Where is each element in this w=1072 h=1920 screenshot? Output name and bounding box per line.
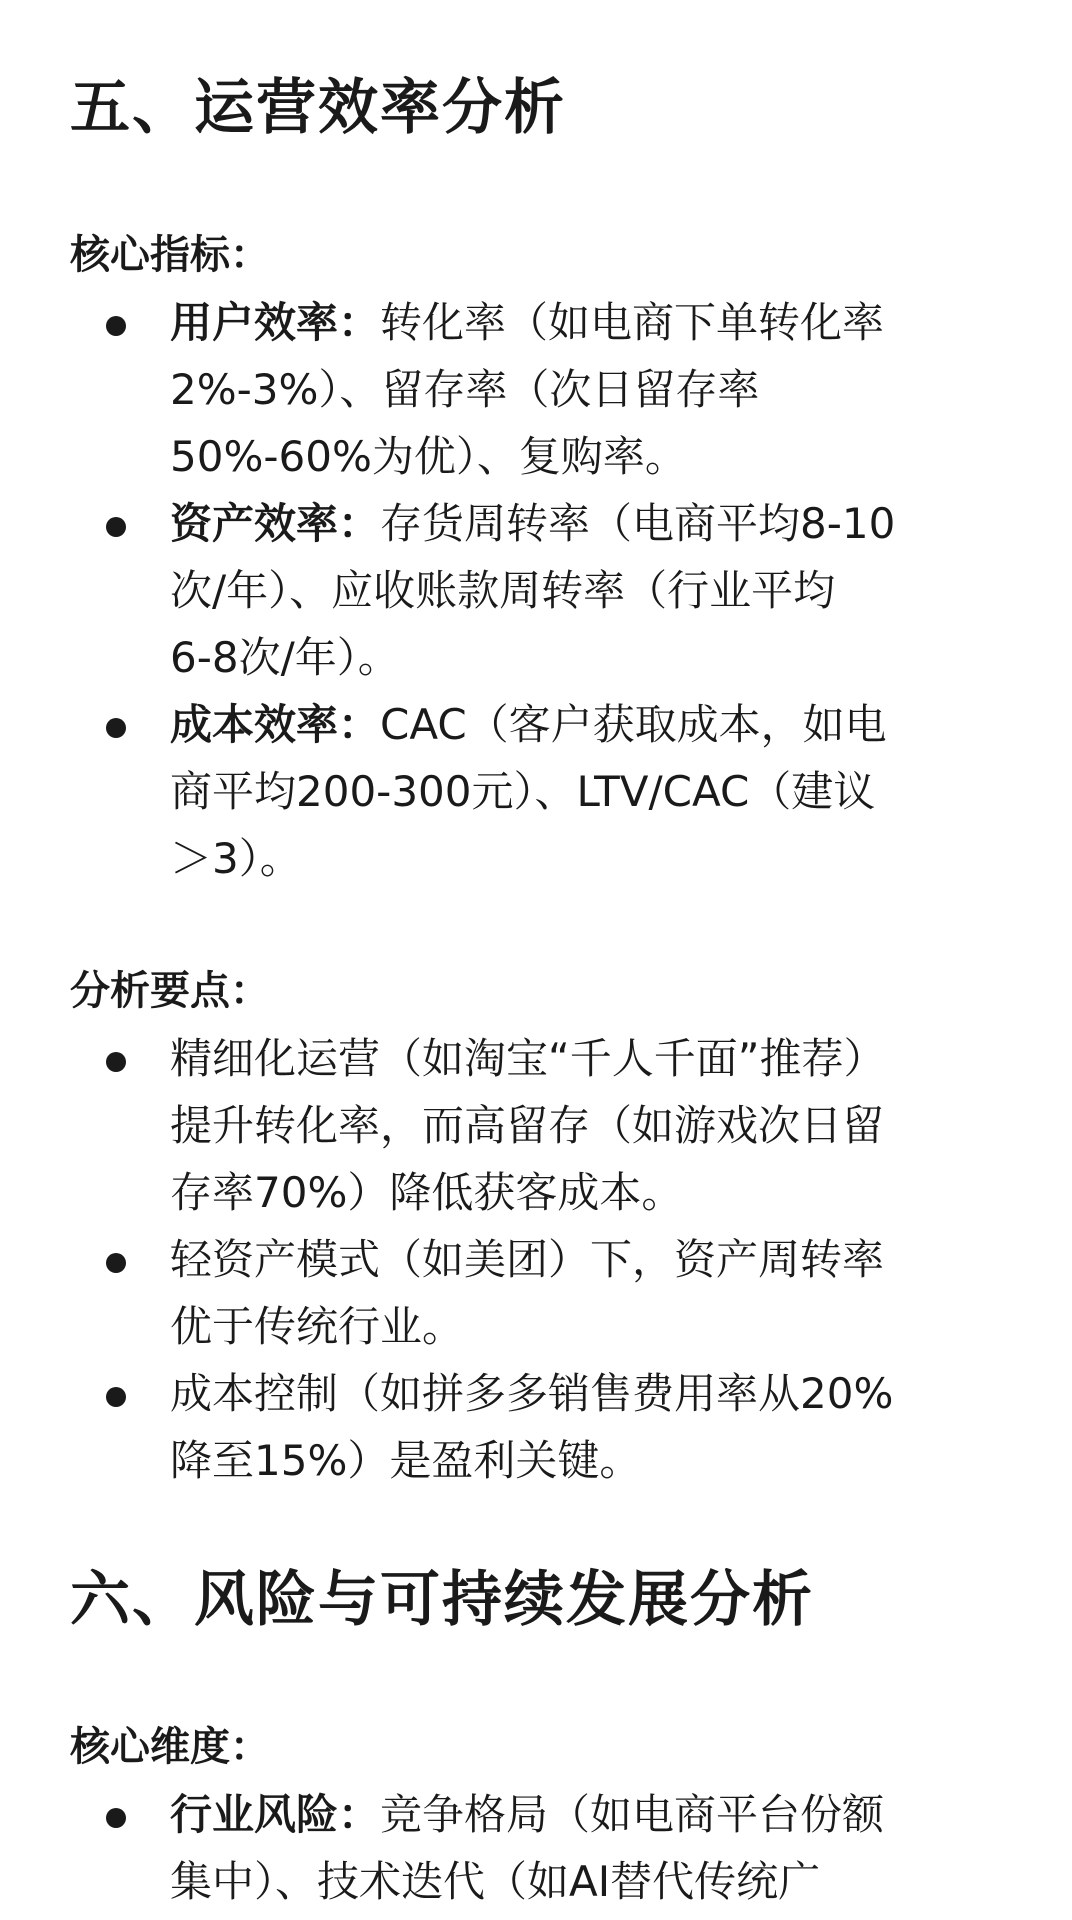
list-item-line: 存率70%）降低获客成本。 bbox=[170, 1168, 684, 1217]
list-item-line: 提升转化率，而高留存（如游戏次日留 bbox=[170, 1101, 885, 1150]
list-item-line: 轻资产模式（如美团）下，资产周转率 bbox=[170, 1235, 885, 1284]
bullet-icon bbox=[106, 718, 126, 738]
list-item-lead: 资产效率： bbox=[170, 499, 381, 548]
list-item-asset-efficiency bbox=[0, 490, 1072, 691]
list-item-line: 集中）、技术迭代（如AI替代传统广 bbox=[170, 1857, 821, 1906]
section-5-title: 五、运营效率分析 bbox=[70, 73, 566, 143]
list-item-text bbox=[170, 289, 990, 490]
list-item-text bbox=[170, 1025, 990, 1226]
list-item-line: 次/年）、应收账款周转率（行业平均 bbox=[170, 566, 836, 615]
list-item-text bbox=[170, 1781, 990, 1915]
list-item-line bbox=[170, 691, 990, 758]
list-item-line-text: 竞争格局（如电商平台份额 bbox=[380, 1790, 885, 1839]
list-item-line bbox=[170, 289, 990, 356]
list-item-lead: 用户效率： bbox=[170, 298, 381, 347]
list-item bbox=[0, 1360, 1072, 1494]
list-item-line: 优于传统行业。 bbox=[170, 1302, 465, 1351]
list-item bbox=[0, 1025, 1072, 1226]
list-item-line: 50%-60%为优）、复购率。 bbox=[170, 432, 687, 481]
bullet-icon bbox=[106, 316, 126, 336]
list-item-line: ＞3）。 bbox=[170, 834, 302, 883]
bullet-icon bbox=[106, 1253, 126, 1273]
list-item-line-text: 转化率（如电商下单转化率 bbox=[380, 298, 885, 347]
section-6-core-list bbox=[0, 1781, 1072, 1915]
list-item-cost-efficiency bbox=[0, 691, 1072, 892]
list-item-line: 降至15%）是盈利关键。 bbox=[170, 1436, 642, 1485]
bullet-icon bbox=[106, 1387, 126, 1407]
list-item-industry-risk bbox=[0, 1781, 1072, 1915]
list-item-line-text: 存货周转率（电商平均8-10 bbox=[380, 499, 896, 548]
list-item-line: 成本控制（如拼多多销售费用率从20% bbox=[170, 1369, 894, 1418]
list-item-user-efficiency bbox=[0, 289, 1072, 490]
list-item-line: 商平均200-300元）、LTV/CAC（建议 bbox=[170, 767, 876, 816]
list-item-line: 6-8次/年）。 bbox=[170, 633, 400, 682]
list-item-lead: 行业风险： bbox=[170, 1790, 381, 1839]
bullet-icon bbox=[106, 517, 126, 537]
section-5-core-heading: 核心指标： bbox=[70, 232, 270, 278]
list-item-line bbox=[170, 490, 990, 557]
bullet-icon bbox=[106, 1052, 126, 1072]
section-5-analysis-heading: 分析要点： bbox=[70, 968, 270, 1014]
list-item-line-text: CAC（客户获取成本，如电 bbox=[380, 700, 887, 749]
list-item-text bbox=[170, 691, 990, 892]
list-item-text bbox=[170, 1360, 990, 1494]
bullet-icon bbox=[106, 1808, 126, 1828]
list-item-line: 精细化运营（如淘宝“千人千面”推荐） bbox=[170, 1034, 886, 1083]
list-item bbox=[0, 1226, 1072, 1360]
section-5-analysis-list bbox=[0, 1025, 1072, 1494]
list-item-text bbox=[170, 1226, 990, 1360]
list-item-line bbox=[170, 1781, 990, 1848]
section-6-core-heading: 核心维度： bbox=[70, 1724, 270, 1770]
list-item-lead: 成本效率： bbox=[170, 700, 381, 749]
section-6-title: 六、风险与可持续发展分析 bbox=[70, 1565, 814, 1635]
list-item-text bbox=[170, 490, 990, 691]
list-item-line: 2%-3%）、留存率（次日留存率 bbox=[170, 365, 760, 414]
section-5-core-list bbox=[0, 289, 1072, 892]
